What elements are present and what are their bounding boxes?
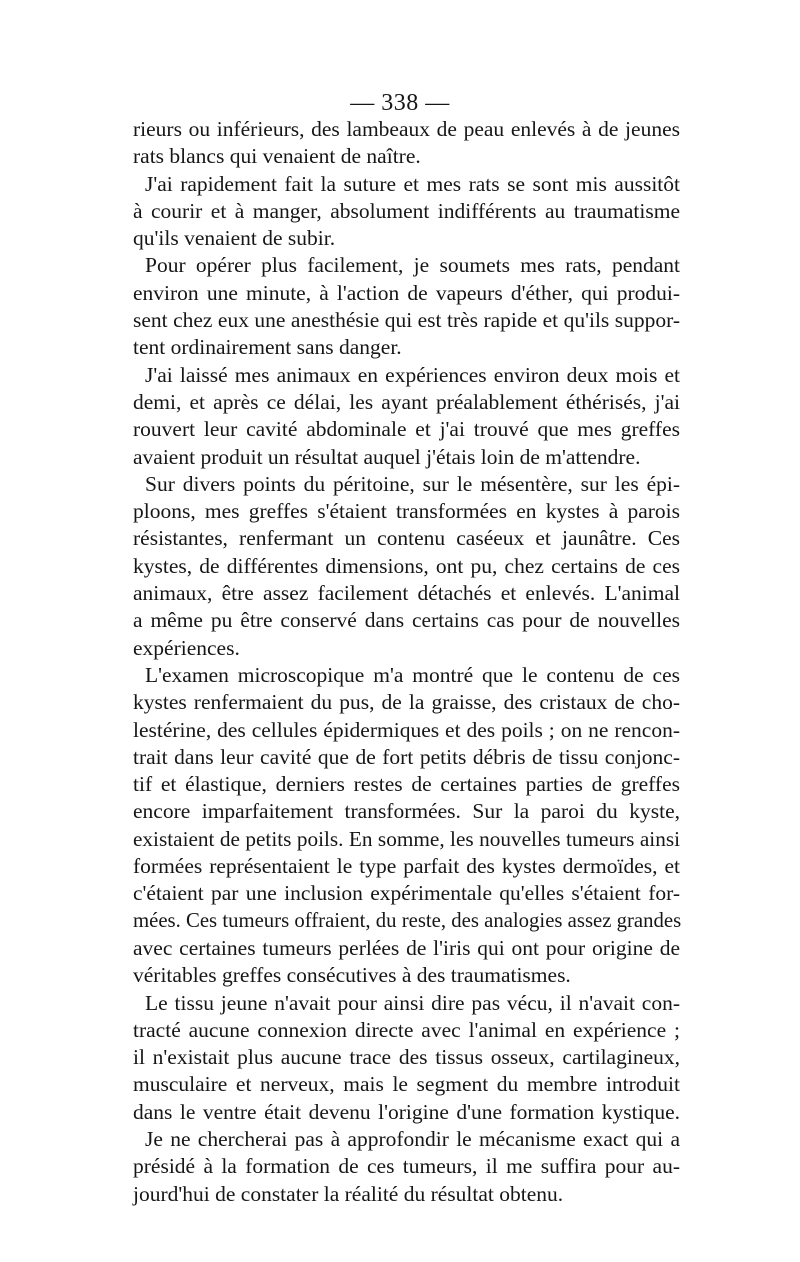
text-line: rouvert leur cavité abdominale et j'ai trouvé que mes greffes bbox=[133, 417, 680, 442]
text-line: rats blancs qui venaient de naître. bbox=[133, 144, 421, 169]
body-text bbox=[133, 116, 680, 1208]
text-line: ploons, mes greffes s'étaient transformées en kystes à parois bbox=[133, 499, 680, 524]
text-line: dans le ventre était devenu l'origine d'une formation kystique. bbox=[133, 1099, 680, 1124]
text-line: véritables greffes consécutives à des traumatismes. bbox=[133, 963, 571, 988]
text-line: il n'existait plus aucune trace des tissus osseux, cartilagineux, bbox=[133, 1045, 680, 1070]
text-line: rieurs ou inférieurs, des lambeaux de peau enlevés à de jeunes bbox=[133, 117, 680, 141]
text-line: c'étaient par une inclusion expérimentale qu'elles s'étaient for- bbox=[133, 881, 680, 906]
text-line: J'ai rapidement fait la suture et mes rats se sont mis aussitôt bbox=[145, 171, 680, 196]
text-line: tent ordinairement sans danger. bbox=[133, 335, 402, 360]
text-line: existaient de petits poils. En somme, les nouvelles tumeurs ainsi bbox=[133, 826, 680, 851]
text-line: kystes, de différentes dimensions, ont pu, chez certains de ces bbox=[133, 553, 680, 578]
text-line: J'ai laissé mes animaux en expériences environ deux mois et bbox=[145, 362, 680, 387]
text-line: lestérine, des cellules épidermiques et des poils ; on ne rencon- bbox=[133, 717, 680, 742]
text-line: sent chez eux une anesthésie qui est très rapide et qu'ils suppor- bbox=[133, 308, 680, 333]
text-line: avaient produit un résultat auquel j'étais loin de m'attendre. bbox=[133, 444, 641, 469]
text-line: formées représentaient le type parfait des kystes dermoïdes, et bbox=[133, 854, 680, 879]
text-line: L'examen microscopique m'a montré que le contenu de ces bbox=[145, 662, 680, 687]
text-line: animaux, être assez facilement détachés et enlevés. L'animal bbox=[133, 581, 680, 606]
text-line: Pour opérer plus facilement, je soumets mes rats, pendant bbox=[145, 253, 680, 278]
text-line: mées. Ces tumeurs offraient, du reste, des analogies assez grandes bbox=[133, 909, 682, 932]
text-line: à courir et à manger, absolument indifférents au traumatisme bbox=[133, 198, 680, 223]
text-line: avec certaines tumeurs perlées de l'iris qui ont pour origine de bbox=[133, 935, 680, 960]
text-line: musculaire et nerveux, mais le segment du membre introduit bbox=[133, 1072, 680, 1097]
text-line: présidé à la formation de ces tumeurs, il me suffira pour au- bbox=[133, 1154, 680, 1179]
text-line: demi, et après ce délai, les ayant préalablement éthérisés, j'ai bbox=[133, 389, 680, 414]
text-line: trait dans leur cavité que de fort petits débris de tissu conjonc- bbox=[133, 744, 680, 769]
text-line: tif et élastique, derniers restes de certaines parties de greffes bbox=[133, 772, 680, 797]
text-line: jourd'hui de constater la réalité du résultat obtenu. bbox=[133, 1181, 564, 1206]
page-number: — 338 — bbox=[350, 90, 450, 116]
text-line: kystes renfermaient du pus, de la graisse, des cristaux de cho- bbox=[133, 690, 680, 715]
text-line: qu'ils venaient de subir. bbox=[133, 226, 336, 251]
text-line: Sur divers points du péritoine, sur le mésentère, sur les épi- bbox=[145, 471, 680, 496]
text-line: Le tissu jeune n'avait pour ainsi dire pas vécu, il n'avait con- bbox=[145, 990, 680, 1015]
text-line: environ une minute, à l'action de vapeurs d'éther, qui produi- bbox=[133, 280, 680, 305]
text-line: tracté aucune connexion directe avec l'animal en expérience ; bbox=[133, 1017, 680, 1042]
text-line: a même pu être conservé dans certains cas pour de nouvelles bbox=[133, 608, 680, 633]
text-line: expériences. bbox=[133, 635, 240, 660]
text-line: résistantes, renfermant un contenu caséeux et jaunâtre. Ces bbox=[133, 526, 680, 551]
text-line: Je ne chercherai pas à approfondir le mécanisme exact qui a bbox=[145, 1126, 680, 1151]
text-line: encore imparfaitement transformées. Sur la paroi du kyste, bbox=[133, 799, 680, 824]
